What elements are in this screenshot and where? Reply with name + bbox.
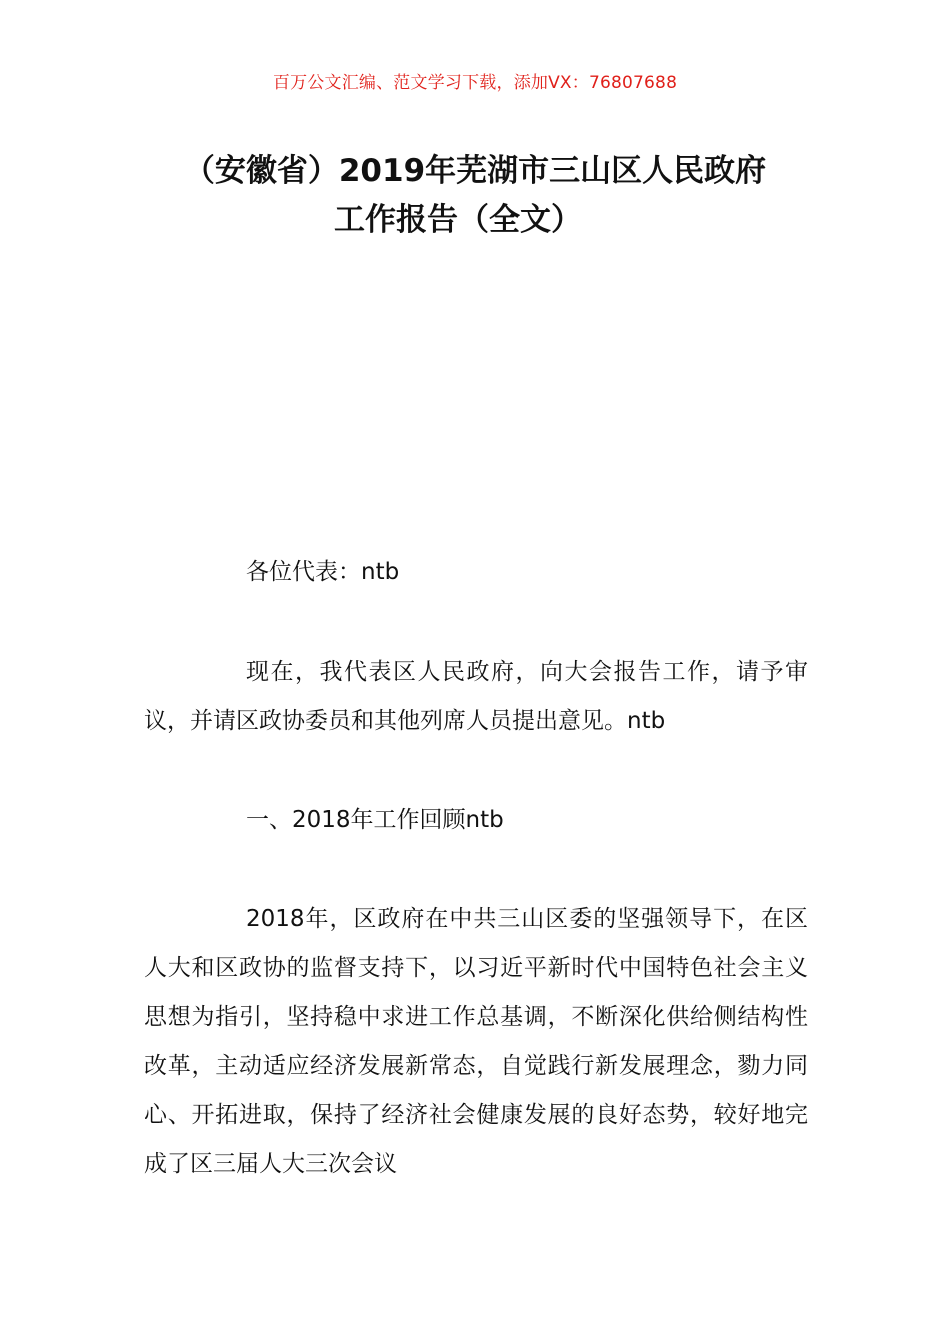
section-heading: 一、2018年工作回顾ntb — [246, 807, 504, 833]
intro-paragraph: 现在，我代表区人民政府，向大会报告工作，请予审议，并请区政协委员和其他列席人员提出意见。ntb — [144, 659, 808, 734]
review-paragraph: 2018年，区政府在中共三山区委的坚强领导下，在区人大和区政协的监督支持下，以习近平新时代中国特色社会主义思想为指引，坚持稳中求进工作总基调，不断深化供给侧结构性改革，主动适应经济发展新常态，自觉践行新发展理念，勠力同心、开拓进取，保持了经济社会健康发展的良好态势，较好地完成了区三届人大三次会议 — [144, 906, 808, 1177]
document-title-line-2: 工作报告（全文） — [334, 202, 582, 238]
document-title-line-1: （安徽省）2019年芜湖市三山区人民政府 — [183, 153, 767, 189]
header-watermark-note: 百万公文汇编、范文学习下载，添加VX：76807688 — [272, 73, 678, 93]
salutation: 各位代表：ntb — [246, 559, 400, 585]
